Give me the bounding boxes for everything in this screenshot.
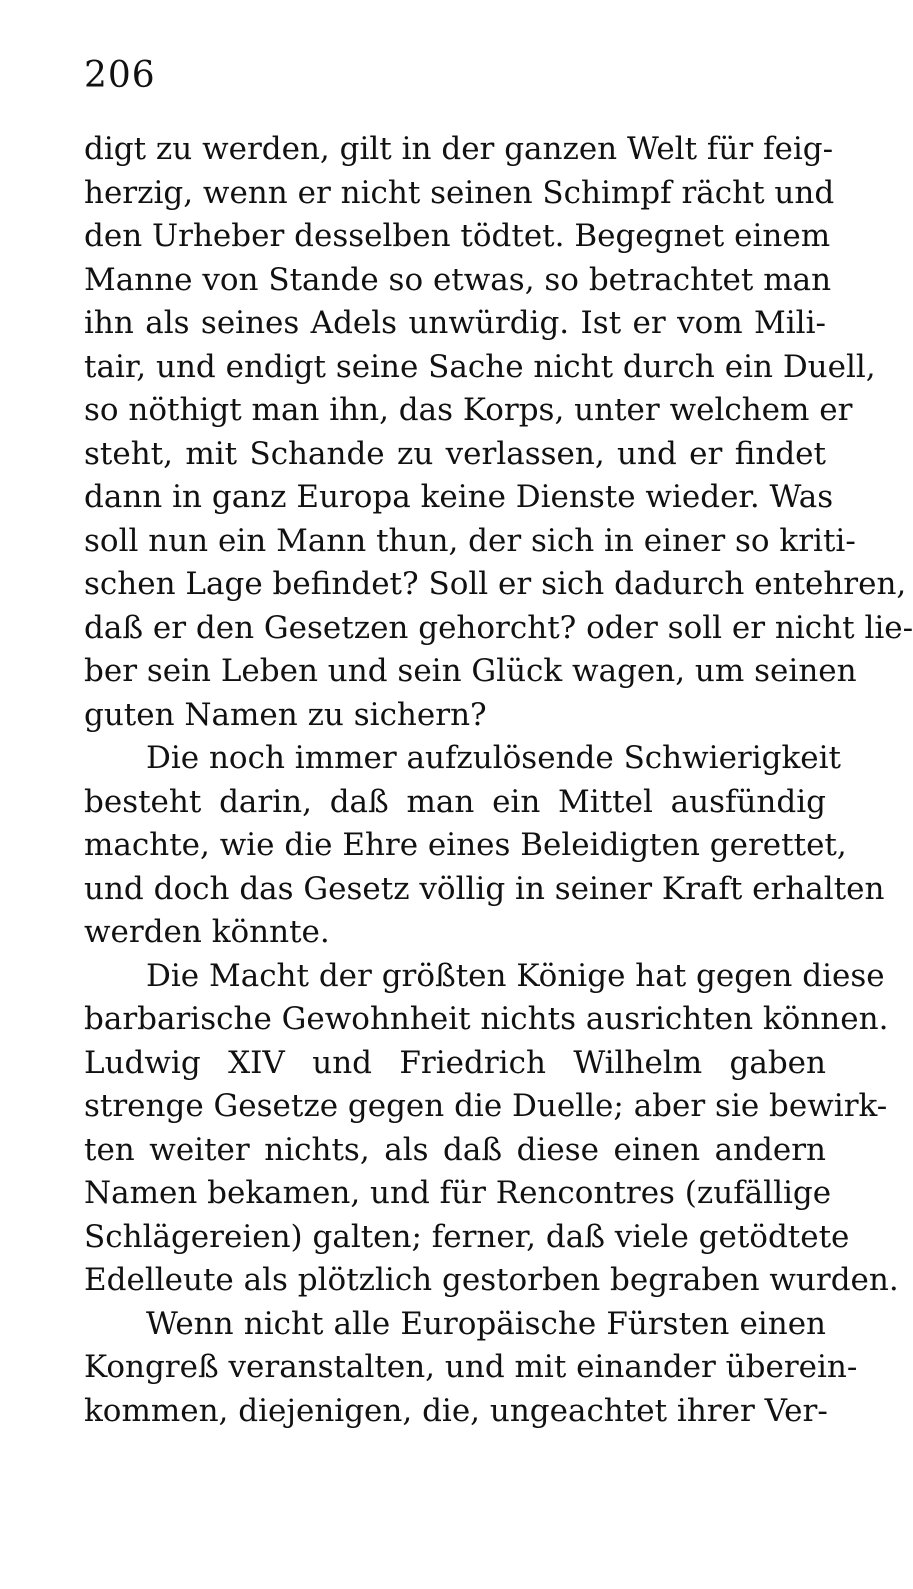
text-line: dann in ganz Europa keine Dienste wieder. Was [84, 479, 834, 515]
text-line: daß er den Gesetzen gehorcht? oder soll er nicht lie- [84, 609, 913, 646]
text-line: Ludwig XIV und Friedrich Wilhelm gaben [84, 1044, 826, 1081]
text-line: Namen bekamen, und für Rencontres (zufällige [84, 1175, 832, 1211]
text-line: und doch das Gesetz völlig in seiner Kraft erhalten [84, 870, 885, 907]
text-line: Manne von Stande so etwas, so betrachtet man [84, 261, 832, 298]
paragraph [84, 737, 885, 955]
text-line: barbarische Gewohnheit nichts ausrichten können. [84, 1001, 889, 1037]
text-line: schen Lage befindet? Soll er sich dadurch entehren, [84, 566, 907, 602]
paragraph [84, 128, 913, 737]
text-line: kommen, diejenigen, die, ungeachtet ihrer Ver- [84, 1392, 828, 1429]
body-text [84, 128, 913, 1433]
text-line: den Urheber desselben tödtet. Begegnet einem [84, 218, 831, 254]
text-line: steht, mit Schande zu verlassen, und er findet [84, 435, 826, 472]
text-line: Edelleute als plötzlich gestorben begraben wurden. [84, 1262, 899, 1298]
text-line: machte, wie die Ehre eines Beleidigten gerettet, [84, 827, 847, 863]
paragraph [84, 1303, 858, 1434]
text-line: tair, und endigt seine Sache nicht durch ein Duell, [84, 348, 876, 385]
text-line: ber sein Leben und sein Glück wagen, um seinen [84, 653, 857, 689]
text-line: soll nun ein Mann thun, der sich in einer so kriti- [84, 522, 856, 559]
text-line: guten Namen zu sichern? [84, 696, 487, 733]
text-line: Die Macht der größten Könige hat gegen diese [146, 957, 885, 994]
text-line: ihn als seines Adels unwürdig. Ist er vom Mili- [84, 305, 826, 341]
text-line: ten weiter nichts, als daß diese einen andern [84, 1131, 826, 1168]
text-line: Wenn nicht alle Europäische Fürsten einen [146, 1305, 826, 1342]
page-number: 206 [84, 55, 156, 96]
text-line: strenge Gesetze gegen die Duelle; aber sie bewirk- [84, 1088, 888, 1124]
text-line: so nöthigt man ihn, das Korps, unter welchem er [84, 392, 853, 428]
text-line: digt zu werden, gilt in der ganzen Welt für feig- [84, 131, 834, 167]
text-line: herzig, wenn er nicht seinen Schimpf rächt und [84, 174, 835, 211]
text-line: werden könnte. [84, 914, 330, 950]
paragraph [84, 955, 899, 1303]
text-line: Schlägereien) galten; ferner, daß viele getödtete [84, 1218, 850, 1255]
text-line: Die noch immer aufzulösende Schwierigkeit [146, 740, 842, 776]
text-line: besteht darin, daß man ein Mittel ausfündig [84, 783, 826, 820]
text-line: Kongreß veranstalten, und mit einander überein- [84, 1349, 858, 1385]
